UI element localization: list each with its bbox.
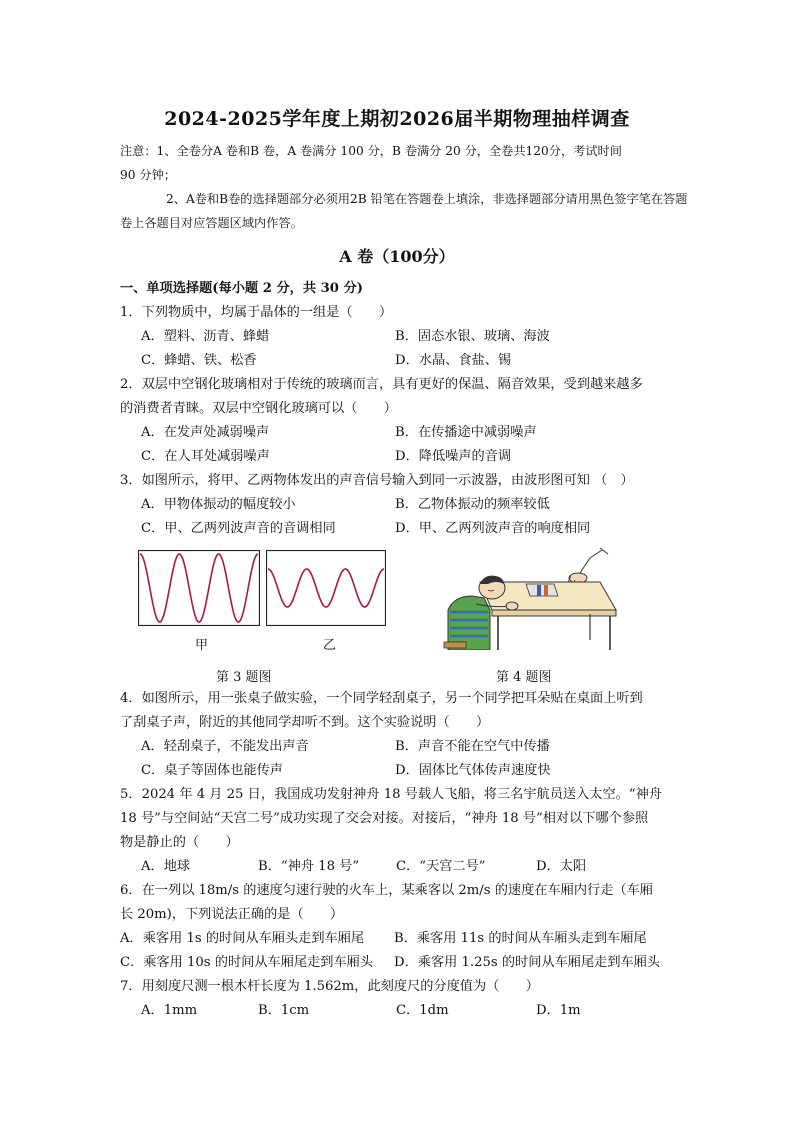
section-a-title: A 卷（100分） xyxy=(339,247,455,266)
wave-yi-figure xyxy=(266,550,386,626)
q2-stem-1: 2．双层中空钢化玻璃相对于传统的玻璃而言，具有更好的保温、隔音效果，受到越来越多 xyxy=(120,377,643,392)
notice-line-1: 注意：1、全卷分A 卷和B 卷，A 卷满分 100 分，B 卷满分 20 分，全卷共120分，考试时间 xyxy=(120,144,622,158)
q2-option-b: B．在传播途中减弱噪声 xyxy=(395,425,537,440)
notice-line-3: 2、A卷和B卷的选择题部分必须用2B 铅笔在答题卷上填涂，非选择题部分请用黑色签字笔在答题 xyxy=(166,192,688,206)
q5-stem-1: 5．2024 年 4 月 25 日，我国成功发射神舟 18 号载人飞船，将三名宇航员送入太空。“神舟 xyxy=(120,787,662,802)
q6-stem-1: 6．在一列以 18m/s 的速度匀速行驶的火车上，某乘客以 2m/s 的速度在车厢内行走（车厢 xyxy=(120,883,653,898)
q6-option-c: C．乘客用 10s 的时间从车厢尾走到车厢头 xyxy=(120,955,374,970)
q7-option-b: B．1cm xyxy=(258,1003,310,1018)
q2-option-a: A．在发声处减弱噪声 xyxy=(141,425,270,440)
q3-option-d: D．甲、乙两列波声音的响度相同 xyxy=(395,521,591,536)
exam-title: 2024-2025学年度上期初2026届半期物理抽样调查 xyxy=(164,108,630,130)
fig4-caption: 第 4 题图 xyxy=(496,670,552,685)
q2-option-d: D．降低噪声的音调 xyxy=(395,449,512,464)
q7-option-a: A．1mm xyxy=(141,1003,198,1018)
q7-stem: 7．用刻度尺测一根木杆长度为 1.562m，此刻度尺的分度值为（ ） xyxy=(120,979,539,994)
table-experiment-illustration xyxy=(440,546,620,650)
q1-option-c: C．蜂蜡、铁、松香 xyxy=(141,353,257,368)
q5-option-b: B．“神舟 18 号” xyxy=(258,859,360,874)
q5-stem-2: 18 号”与空间站“天宫二号”成功实现了交会对接。对接后，“神舟 18 号”相对以下哪个参照 xyxy=(120,811,649,826)
q1-stem: 1．下列物质中，均属于晶体的一组是（ ） xyxy=(120,305,393,320)
fig3-caption: 第 3 题图 xyxy=(216,670,272,685)
q4-option-b: B．声音不能在空气中传播 xyxy=(395,739,550,754)
q6-stem-2: 长 20m)，下列说法正确的是（ ） xyxy=(120,907,344,922)
q4-stem-2: 了刮桌子声，附近的其他同学却听不到。这个实验说明（ ） xyxy=(120,715,490,730)
q7-option-d: D．1m xyxy=(536,1003,581,1018)
wave-jia-figure xyxy=(138,550,260,626)
q4-option-d: D．固体比气体传声速度快 xyxy=(395,763,551,778)
notice-line-4: 卷上各题目对应答题区域内作答。 xyxy=(120,216,303,230)
q4-option-a: A．轻刮桌子，不能发出声音 xyxy=(141,739,309,754)
q5-option-c: C．“天宫二号” xyxy=(396,859,486,874)
part1-heading: 一、单项选择题(每小题 2 分，共 30 分) xyxy=(120,281,363,296)
q6-option-b: B．乘客用 11s 的时间从车厢头走到车厢尾 xyxy=(394,931,647,946)
q3-option-a: A．甲物体振动的幅度较小 xyxy=(141,497,296,512)
q1-option-d: D．水晶、食盐、锡 xyxy=(395,353,512,368)
q2-option-c: C．在人耳处减弱噪声 xyxy=(141,449,270,464)
q3-option-b: B．乙物体振动的频率较低 xyxy=(395,497,550,512)
q3-stem: 3．如图所示，将甲、乙两物体发出的声音信号输入到同一示波器，由波形图可知 （ ） xyxy=(120,473,634,488)
q4-option-c: C．桌子等固体也能传声 xyxy=(141,763,283,778)
q1-option-a: A．塑料、沥青、蜂蜡 xyxy=(141,329,270,344)
wave-jia-label: 甲 xyxy=(195,638,209,653)
q5-stem-3: 物是静止的（ ） xyxy=(120,835,239,850)
q4-stem-1: 4．如图所示，用一张桌子做实验，一个同学轻刮桌子，另一个同学把耳朵贴在桌面上听到 xyxy=(120,691,643,706)
q6-option-d: D．乘客用 1.25s 的时间从车厢尾走到车厢头 xyxy=(394,955,661,970)
wave-yi-label: 乙 xyxy=(323,638,337,653)
q7-option-c: C．1dm xyxy=(396,1003,449,1018)
q2-stem-2: 的消费者青睐。双层中空钢化玻璃可以（ ） xyxy=(120,401,397,416)
q6-option-a: A．乘客用 1s 的时间从车厢头走到车厢尾 xyxy=(120,931,365,946)
notice-line-2: 90 分钟； xyxy=(120,168,176,182)
q5-option-a: A．地球 xyxy=(141,859,191,874)
q1-option-b: B．固态水银、玻璃、海波 xyxy=(395,329,550,344)
q5-option-d: D．太阳 xyxy=(536,859,587,874)
q3-option-c: C．甲、乙两列波声音的音调相同 xyxy=(141,521,336,536)
